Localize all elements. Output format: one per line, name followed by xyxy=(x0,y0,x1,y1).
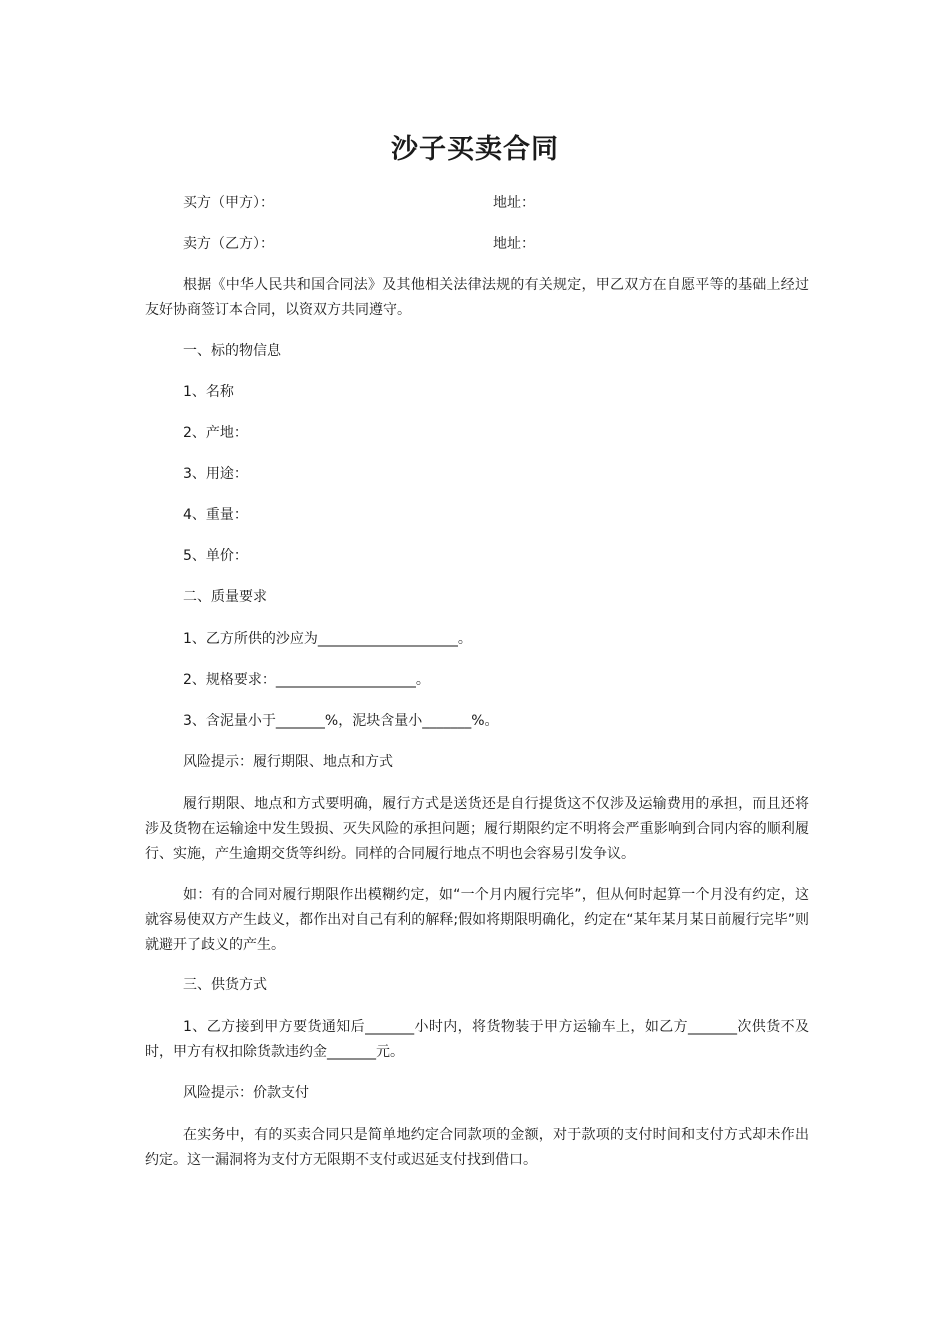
risk1-paragraph-2: 如：有的合同对履行期限作出模糊约定，如“一个月内履行完毕”，但从何时起算一个月没有约定，这就容易使双方产生歧义，都作出对自己有利的解释;假如将期限明确化，约定在“某年某月某日前履行完毕”则就避开了歧义的产生。 xyxy=(145,887,809,953)
section1-item-unit-price: 5、单价： xyxy=(183,548,248,564)
section2-item-mud-content: 3、含泥量小于_______%，泥块含量小_______%。 xyxy=(183,713,499,729)
seller-label: 卖方（乙方）： xyxy=(183,236,274,252)
buyer-row xyxy=(183,192,535,214)
risk1-heading: 风险提示：履行期限、地点和方式 xyxy=(183,754,393,770)
risk2-heading: 风险提示：价款支付 xyxy=(183,1085,309,1101)
document-title: 沙子买卖合同 xyxy=(391,134,559,165)
section1-item-name: 1、名称 xyxy=(183,384,234,400)
preamble-paragraph: 根据《中华人民共和国合同法》及其他相关法律法规的有关规定，甲乙双方在自愿平等的基础上经过友好协商签订本合同，以资双方共同遵守。 xyxy=(145,277,809,318)
seller-row xyxy=(183,233,535,255)
section2-heading: 二、质量要求 xyxy=(183,589,267,605)
buyer-label: 买方（甲方）： xyxy=(183,195,274,211)
buyer-address-label: 地址： xyxy=(493,195,535,211)
risk2-paragraph-1: 在实务中，有的买卖合同只是简单地约定合同款项的金额，对于款项的支付时间和支付方式却未作出约定。这一漏洞将为支付方无限期不支付或迟延支付找到借口。 xyxy=(145,1127,809,1168)
section1-item-usage: 3、用途： xyxy=(183,466,248,482)
section1-item-weight: 4、重量： xyxy=(183,507,248,523)
section1-heading: 一、标的物信息 xyxy=(183,343,281,359)
risk1-paragraph-1: 履行期限、地点和方式要明确，履行方式是送货还是自行提货这不仅涉及运输费用的承担，而且还将涉及货物在运输途中发生毁损、灭失风险的承担问题；履行期限约定不明将会严重影响到合同内容的顺利履行、实施，产生逾期交货等纠纷。同样的合同履行地点不明也会容易引发争议。 xyxy=(145,796,809,862)
section2-item-spec: 2、规格要求：____________________。 xyxy=(183,672,430,688)
section1-item-origin: 2、产地： xyxy=(183,425,248,441)
section3-paragraph-1: 1、乙方接到甲方要货通知后_______小时内，将货物装于甲方运输车上，如乙方_______次供货不及时，甲方有权扣除货款违约金_______元。 xyxy=(145,1019,809,1060)
section2-item-sand-type: 1、乙方所供的沙应为____________________。 xyxy=(183,631,472,647)
seller-address-label: 地址： xyxy=(493,236,535,252)
section3-heading: 三、供货方式 xyxy=(183,977,267,993)
